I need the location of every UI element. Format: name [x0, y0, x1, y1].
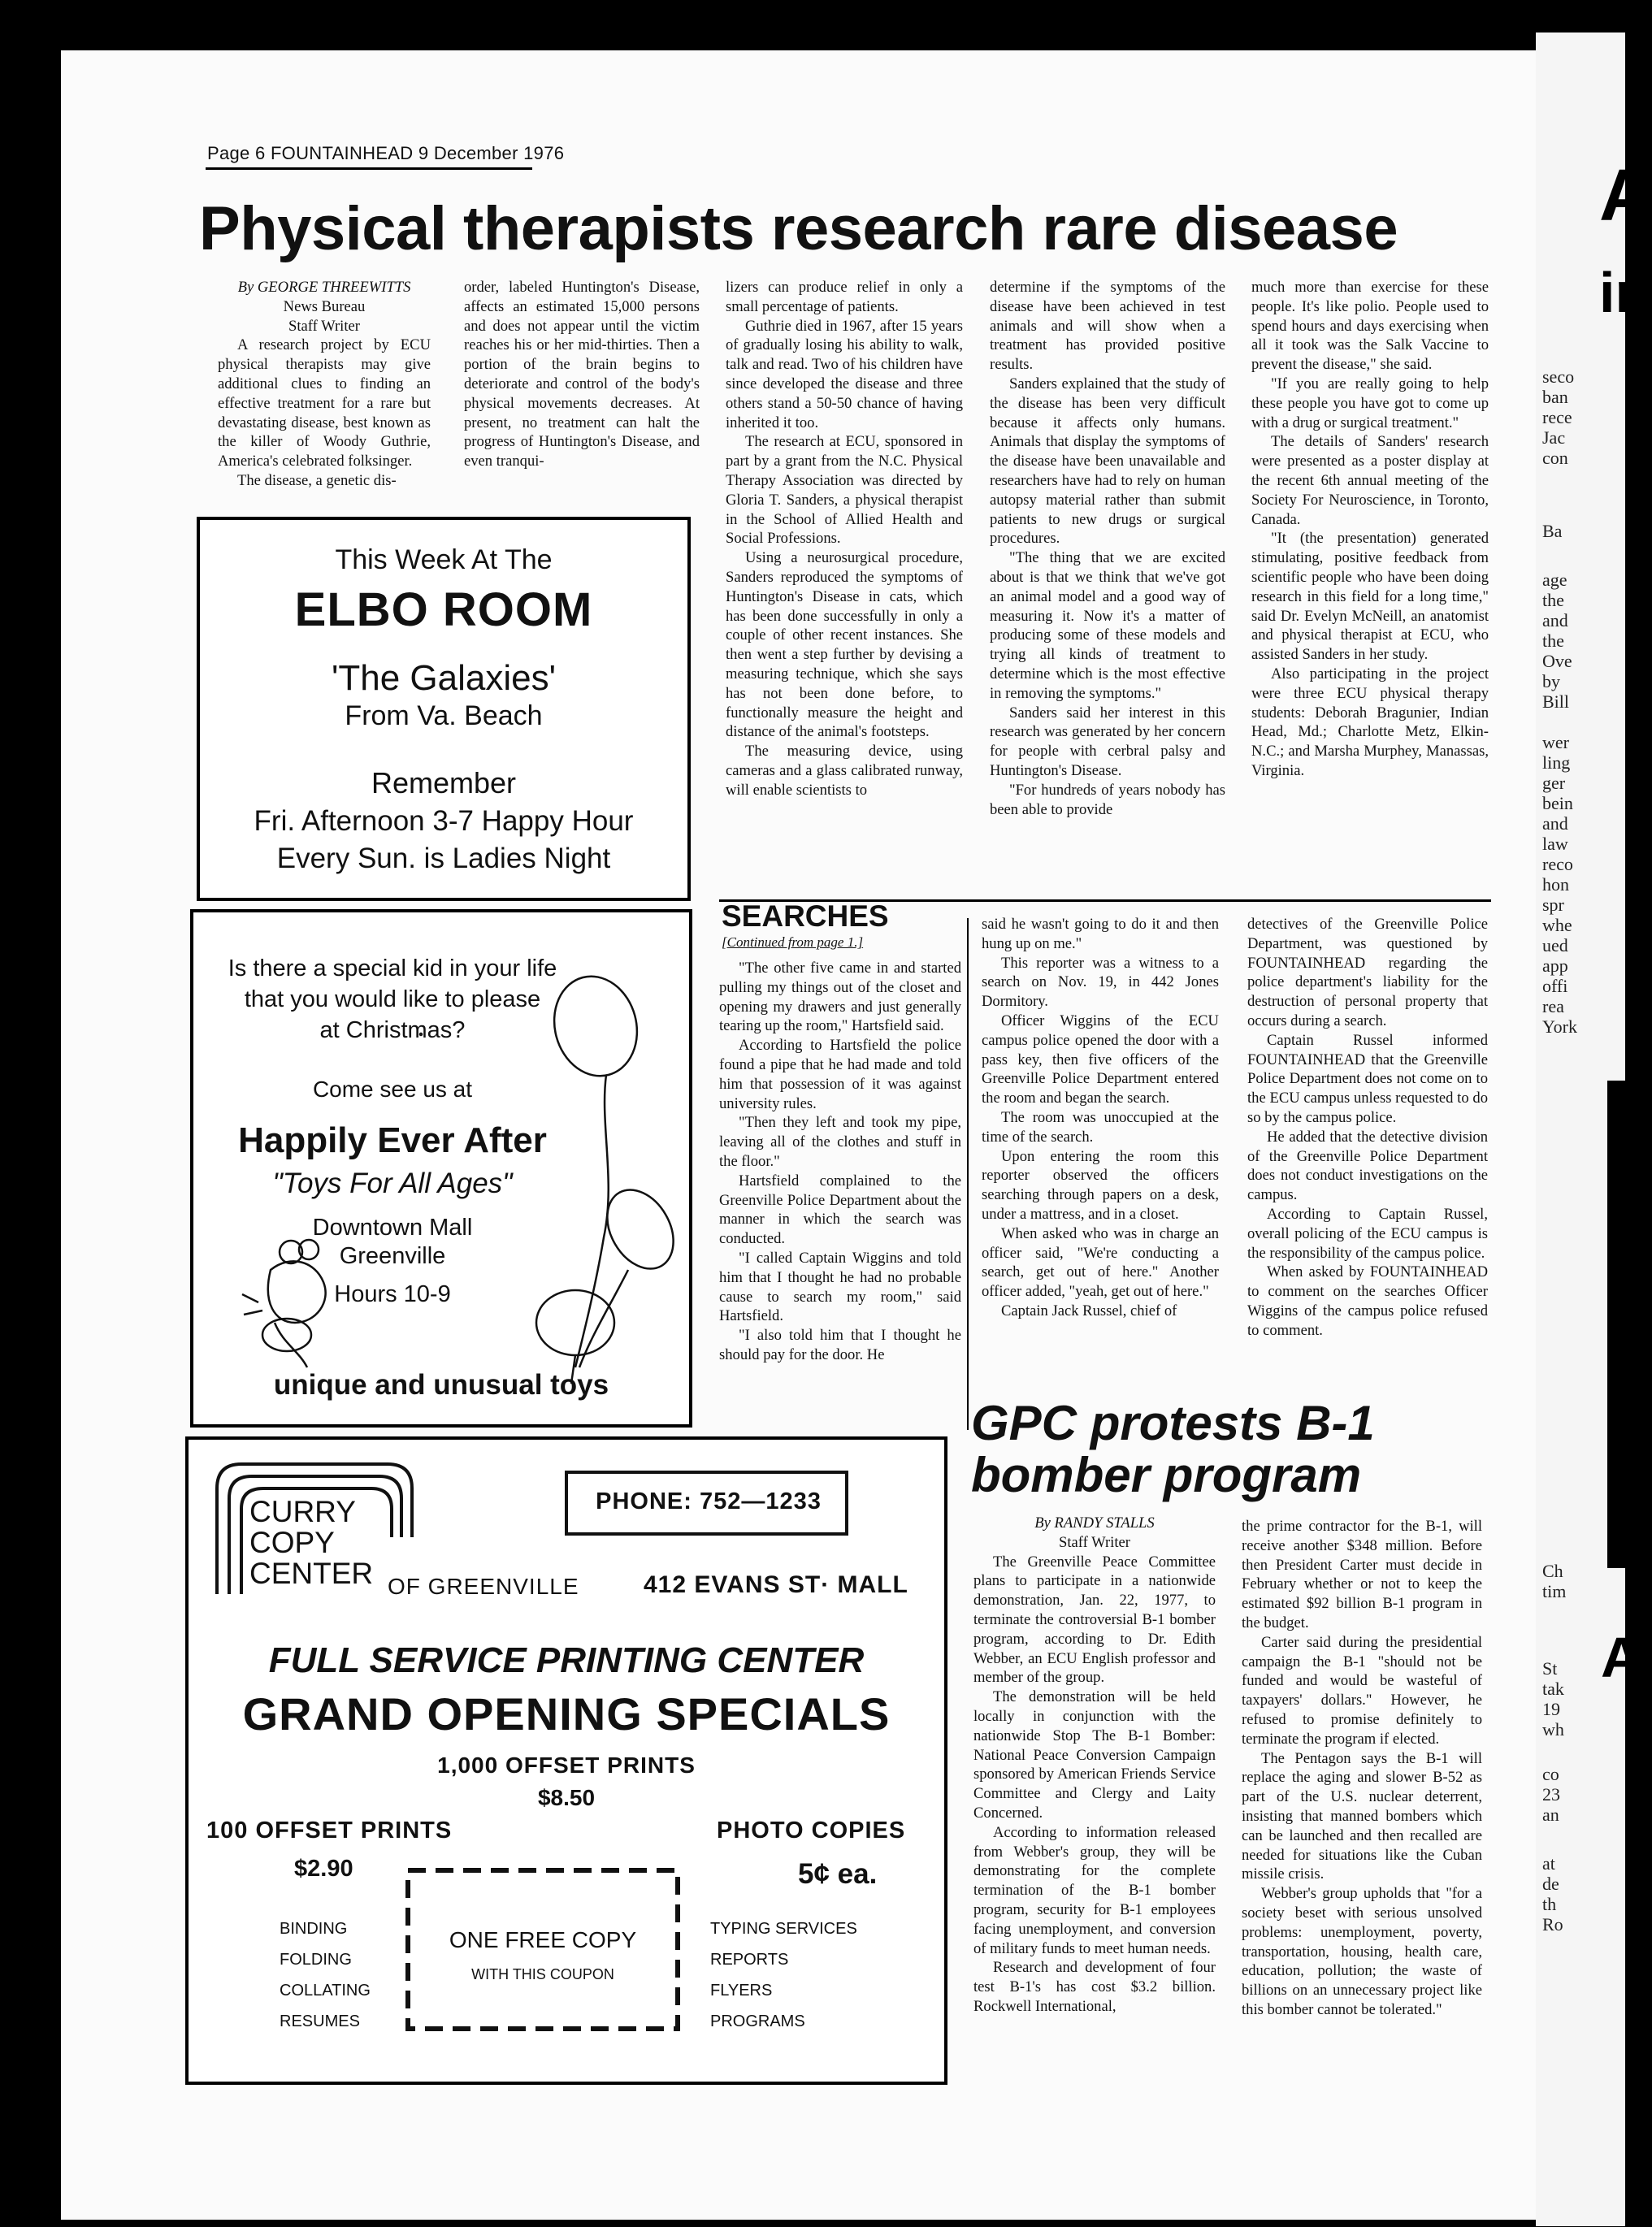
service-item: PROGRAMS	[710, 2013, 805, 2030]
adjacent-text-fragment: app	[1542, 955, 1568, 976]
phone-number: PHONE: 752—1233	[596, 1488, 822, 1514]
adjacent-text-fragment: spr	[1542, 895, 1564, 915]
adjacent-headline-fragment: A	[1601, 1626, 1642, 1689]
article-headline	[971, 1397, 1375, 1501]
column-text	[973, 1553, 1216, 2017]
paragraph: the prime contractor for the B-1, will receive another $348 million. Before then President Carter must decide in February whether or not to keep the estimated $92 billion B-1 program in the budget.	[1242, 1518, 1482, 1631]
adjacent-text-fragment: con	[1542, 448, 1568, 468]
byline-org: News Bureau	[283, 297, 366, 315]
adjacent-text-fragment: ling	[1542, 752, 1571, 773]
gpc-column-2	[1242, 1517, 1482, 2167]
searches-column-3	[1247, 915, 1488, 1394]
ad-line: Fri. Afternoon 3-7 Happy Hour	[254, 805, 634, 837]
adjacent-text-fragment: age	[1542, 570, 1567, 590]
paragraph: much more than exercise for these people. It's like polio. People used to spend hours and days exercising when all it took was the Salk Vaccine to prevent the disease," she said.	[1251, 279, 1489, 374]
adjacent-text-fragment: de	[1542, 1874, 1559, 1894]
ad-title: FULL SERVICE PRINTING CENTER	[268, 1640, 865, 1680]
ad-line: 'The Galaxies'	[331, 658, 557, 698]
headline-line: bomber program	[971, 1448, 1362, 1502]
paragraph: Also participating in the project were three ECU physical therapy students: Deborah Bragunier, Indian Head, Md.; Charlotte Metz, Elkin-N.C.; and Marsha Murphey, Manassas, Virginia.	[1251, 665, 1489, 779]
adjacent-text-fragment: Bill	[1542, 691, 1570, 712]
adjacent-text-fragment: reco	[1542, 854, 1573, 874]
offer-price: $8.50	[537, 1785, 596, 1810]
column-text	[464, 278, 700, 471]
column-text	[1247, 915, 1488, 1341]
ad-title: GRAND OPENING SPECIALS	[242, 1688, 891, 1740]
adjacent-text-fragment: and	[1542, 610, 1568, 630]
column-text	[990, 278, 1225, 819]
article-column-4	[990, 278, 1225, 893]
adjacent-text-fragment: ban	[1542, 387, 1568, 407]
paragraph: The details of Sanders' research were presented as a poster display at the recent 6th annual meeting of the Society For Neuroscience, in Toronto, Canada.	[1251, 433, 1489, 528]
column-text	[1251, 278, 1489, 781]
adjacent-text-fragment: Ove	[1542, 651, 1572, 671]
paragraph: The disease, a genetic dis-	[237, 471, 397, 489]
paragraph: The demonstration will be held locally in conjunction with the nationwide Stop The B-1 Bomber: National Peace Conversion Campaign sponsored by American Friends Service Committee and Clergy and Laity Concerned.	[973, 1688, 1216, 1822]
page-folio: Page 6 FOUNTAINHEAD 9 December 1976	[207, 143, 565, 163]
service-item: FLYERS	[710, 1982, 773, 2000]
paragraph: "If you are really going to help these people you have got to come up with a drug or surgical treatment."	[1251, 375, 1489, 431]
adjacent-text-fragment: wh	[1542, 1719, 1564, 1740]
paragraph: detectives of the Greenville Police Department, was questioned by FOUNTAINHEAD regarding the police department's liability for the destruction of personal property that occurs during a search.	[1247, 916, 1488, 1029]
offer-label: 1,000 OFFSET PRINTS	[437, 1753, 696, 1778]
paragraph: Sanders said her interest in this research was generated by her concern for people with cerbral palsy and Huntington's Disease.	[990, 704, 1225, 779]
paragraph: Hartsfield complained to the Greenville Police Department about the manner in which the search was conducted.	[719, 1172, 961, 1248]
service-item: RESUMES	[280, 2013, 360, 2030]
ad-line: Greenville	[339, 1243, 446, 1269]
service-item: REPORTS	[710, 1951, 789, 1969]
adjacent-text-fragment: York	[1542, 1016, 1578, 1037]
service-item: TYPING SERVICES	[710, 1920, 857, 1938]
adjacent-text-fragment: ued	[1542, 935, 1568, 955]
ad-line: Come see us at	[312, 1077, 473, 1102]
paragraph: "For hundreds of years nobody has been able to provide	[990, 781, 1225, 818]
service-item: BINDING	[280, 1920, 348, 1938]
service-item: COLLATING	[280, 1982, 371, 2000]
paragraph: Carter said during the presidential campaign the B-1 "should not be funded and would be wasteful of taxpayers' dollars." However, he refused to promise definitely to terminate the program if elected.	[1242, 1633, 1482, 1748]
adjacent-text-fragment: Ch	[1542, 1561, 1563, 1581]
adjacent-text-fragment: co	[1542, 1764, 1559, 1784]
paragraph: When asked who was in charge an officer said, "We're conducting a search, get out of here." Another officer added, "yeah, get out of here."	[982, 1224, 1219, 1301]
paragraph: lizers can produce relief in only a small percentage of patients.	[726, 279, 963, 315]
paragraph: Sanders explained that the study of the disease has been very difficult because it affects only humans. Animals that display the symptoms of the disease have been unavailable and researchers have had to rely on human autopsy material rather than submit patients to new drugs or surgical procedures.	[990, 375, 1225, 548]
address: 412 EVANS ST· MALL	[644, 1571, 908, 1598]
offer-price: 5¢ ea.	[798, 1858, 878, 1890]
adjacent-text-fragment: an	[1542, 1805, 1559, 1825]
logo-line: COPY	[249, 1526, 335, 1559]
paragraph: "The other five came in and started pulling my things out of the closet and opening my drawers and just generally tearing up the room," Hartsfield said.	[719, 960, 961, 1035]
services-list-right	[710, 1913, 857, 2037]
logo-suffix: OF GREENVILLE	[388, 1574, 579, 1599]
paragraph: determine if the symptoms of the disease have been achieved in test animals and will show when a treatment has provided positive results.	[990, 279, 1225, 374]
paragraph: A research project by ECU physical therapists may give additional clues to finding an effective treatment for a rare but devastating disease, best known as the killer of Woody Guthrie, America's celebrated folksinger.	[218, 336, 431, 470]
paragraph: According to Hartsfield the police found a pipe that he had made and told him that possession of it was against university rules.	[719, 1037, 961, 1112]
adjacent-text-fragment: rea	[1542, 996, 1564, 1016]
offer-label: 100 OFFSET PRINTS	[206, 1818, 453, 1844]
adjacent-headline-fragment: A	[1599, 155, 1652, 236]
paragraph: Guthrie died in 1967, after 15 years of gradually losing his ability to walk, talk and read. Two of his children have since developed the disease and three others stand a 50-50 chance of having inherited it too.	[726, 317, 963, 431]
ad-title: ELBO ROOM	[294, 583, 593, 636]
paragraph: When asked by FOUNTAINHEAD to comment on the searches Officer Wiggins of the campus police refused to comment.	[1247, 1263, 1488, 1339]
adjacent-text-fragment: th	[1542, 1894, 1557, 1914]
column-text	[726, 278, 963, 800]
paragraph: Upon entering the room this reporter observed the officers searching through papers on a desk, under a mattress, and in a closet.	[982, 1147, 1219, 1223]
adjacent-text-fragment: bein	[1542, 793, 1573, 813]
byline-role: Staff Writer	[288, 317, 360, 335]
adjacent-text-fragment: Jac	[1542, 427, 1566, 448]
article-column-5	[1251, 278, 1489, 893]
offer-price: $2.90	[294, 1856, 353, 1882]
column-text	[982, 915, 1219, 1321]
adjacent-text-fragment: seco	[1542, 366, 1575, 387]
continued-note: [Continued from page 1.]	[722, 934, 864, 950]
paragraph: Captain Russel informed FOUNTAINHEAD that the Greenville Police Department does not come on to the ECU campus unless requested to do so by the campus police.	[1247, 1031, 1488, 1126]
paragraph: He added that the detective division of the Greenville Police Department does not conduct investigations on the campus.	[1247, 1128, 1488, 1204]
searches-column-1	[719, 959, 961, 1430]
article-column-1	[218, 278, 431, 491]
paragraph: This reporter was a witness to a search on Nov. 19, in 442 Jones Dormitory.	[982, 954, 1219, 1011]
article-column-3	[726, 278, 963, 893]
paragraph: According to Captain Russel, overall policing of the ECU campus is the responsibility of the campus police.	[1247, 1205, 1488, 1262]
offer-label: PHOTO COPIES	[717, 1818, 906, 1844]
page-headline: Physical therapists research rare disease	[199, 194, 1398, 263]
paragraph: The research at ECU, sponsored in part by a grant from the N.C. Physical Therapy Association was directed by Gloria T. Sanders, a physical therapist in the School of Allied Health and Social Professions.	[726, 433, 963, 548]
ad-line: Downtown Mall	[312, 1215, 473, 1241]
adjacent-text-fragment: law	[1542, 834, 1568, 854]
adjacent-text-fragment: 19	[1542, 1699, 1560, 1719]
paragraph: order, labeled Huntington's Disease, affects an estimated 15,000 persons and does not appear until the victim reaches his or her mid-thirties. Then a portion of the brain begins to deteriorate and control of the body's physical movements decreases. At present, no treatment can halt the progress of Huntington's Disease, and even tranqui-	[464, 279, 700, 470]
ad-line: that you would like to please	[244, 986, 541, 1012]
ad-line: This Week At The	[335, 544, 553, 575]
column-text	[1242, 1517, 1482, 2020]
column-rule	[967, 918, 969, 1430]
ad-title: Happily Ever After	[238, 1120, 547, 1160]
paragraph: Using a neurosurgical procedure, Sanders reproduced the symptoms of Huntington's Disease in cats, which has been done successfully in only a couple of other recent instances. She then went a step further by devising a measuring technique, which she says has not been done before, to functionally measure the height and distance of the animal's footsteps.	[726, 549, 963, 741]
curry-logo	[249, 1497, 373, 1589]
adjacent-text-fragment: wer	[1542, 732, 1569, 752]
adjacent-page-edge	[1536, 32, 1652, 2226]
elbo-room-ad	[197, 517, 691, 901]
section-heading: SEARCHES	[722, 899, 889, 933]
column-text	[719, 959, 961, 1365]
paragraph: The Greenville Peace Committee plans to participate in a nationwide demonstration, Jan. 22, 1977, to terminate the controversial B-1 bomber program, according to Dr. Edith Webber, an ECU English professor and member of the group.	[973, 1553, 1216, 1687]
ad-line: Hours 10-9	[334, 1281, 451, 1307]
ad-line: at Christmas?	[319, 1017, 466, 1043]
logo-line: CENTER	[249, 1557, 374, 1590]
byline: By GEORGE THREEWITTS	[237, 279, 411, 296]
adjacent-photo-fragment	[1607, 1081, 1632, 1568]
paragraph: Captain Jack Russel, chief of	[1001, 1302, 1177, 1319]
adjacent-text-fragment: by	[1542, 671, 1560, 691]
paragraph: "The thing that we are excited about is that we think that we've got an animal model and a good way of measuring it. Now it's a matter of producing some of these models and trying all kinds of treatment to determine which is the most effective in removing the symptoms."	[990, 549, 1225, 702]
paragraph: Research and development of four test B-1's has cost $3.2 billion. Rockwell International,	[973, 1959, 1216, 2015]
adjacent-text-fragment: at	[1542, 1853, 1555, 1874]
searches-column-2	[982, 915, 1219, 1394]
ad-line: Is there a special kid in your life	[228, 955, 557, 981]
paragraph: "I called Captain Wiggins and told him that I thought he had no probable cause to search my room," said Hartsfield.	[719, 1249, 961, 1325]
headline-line: GPC protests B-1	[971, 1396, 1375, 1450]
adjacent-text-fragment: 23	[1542, 1784, 1560, 1805]
coupon-title: ONE FREE COPY	[449, 1927, 637, 1952]
balloon-illustration	[193, 912, 683, 1418]
paragraph: Officer Wiggins of the ECU campus police opened the door with a pass key, then five officers of the Greenville Police Department entered the room and began the search.	[982, 1012, 1219, 1107]
byline-role: Staff Writer	[1059, 1533, 1130, 1551]
article-column-2	[464, 278, 700, 471]
adjacent-text-fragment: and	[1542, 813, 1568, 834]
adjacent-text-fragment: whe	[1542, 915, 1572, 935]
ad-line: Every Sun. is Ladies Night	[276, 843, 611, 874]
adjacent-text-fragment: tak	[1542, 1679, 1564, 1699]
paragraph: "I also told him that I thought he should pay for the door. He	[719, 1327, 961, 1363]
coupon-subtitle: WITH THIS COUPON	[471, 1966, 614, 1982]
paragraph: The measuring device, using cameras and a glass calibrated runway, will enable scientists to	[726, 743, 963, 799]
paragraph: According to information released from Webber's group, they will be demonstrating for the complete termination of the B-1 bomber program, security for B-1 employees facing unemployment, and conversion of military funds to meet human needs.	[973, 1823, 1216, 1957]
paragraph: said he wasn't going to do it and then hung up on me."	[982, 916, 1219, 952]
ad-tagline: unique and unusual toys	[273, 1369, 609, 1401]
curry-copy-center-ad	[185, 1436, 947, 2085]
service-item: FOLDING	[280, 1951, 352, 1969]
adjacent-text-fragment: tim	[1542, 1581, 1567, 1601]
toys-ad	[190, 909, 692, 1428]
gpc-column-1	[973, 1514, 1216, 2164]
adjacent-text-fragment: the	[1542, 630, 1564, 651]
adjacent-text-fragment: ger	[1542, 773, 1566, 793]
paragraph: The Pentagon says the B-1 will replace the aging and slower B-52 as part of the U.S. nuclear deterrent, insisting that manned bombers which can be launched and then recalled are needed for situations like the Cuban missile crisis.	[1242, 1749, 1482, 1883]
paragraph: Webber's group upholds that "for a society beset with serious unsolved problems: unemployment, poverty, transportation, housing, health care, education, pollution; the waste of billions on an unnecessary project like this bomber cannot be tolerated."	[1242, 1885, 1482, 2018]
adjacent-text-fragment: Ro	[1542, 1914, 1563, 1935]
ad-line: "Toys For All Ages"	[272, 1168, 513, 1199]
paragraph: The room was unoccupied at the time of the search.	[982, 1108, 1219, 1146]
adjacent-text-fragment: rece	[1542, 407, 1572, 427]
adjacent-text-fragment: St	[1542, 1658, 1558, 1679]
adjacent-text-fragment: hon	[1542, 874, 1569, 895]
adjacent-headline-fragment: in	[1599, 261, 1650, 324]
paragraph: "It (the presentation) generated stimulating, positive feedback from scientific people who have been doing research in this field for a long time," said Dr. Evelyn McNeill, an anatomist and physical therapist at ECU, who assisted Sanders in her study.	[1251, 530, 1489, 664]
column-text	[218, 336, 431, 490]
paragraph: "Then they left and took my pipe, leaving all of the clothes and stuff in the floor."	[719, 1114, 961, 1170]
services-list-left	[280, 1913, 371, 2037]
byline: By RANDY STALLS	[1034, 1514, 1155, 1532]
adjacent-text-fragment: the	[1542, 590, 1564, 610]
ad-line: From Va. Beach	[345, 700, 543, 731]
ad-line: Remember	[371, 766, 517, 799]
adjacent-text-fragment: offi	[1542, 976, 1568, 996]
logo-line: CURRY	[249, 1495, 356, 1528]
adjacent-text-fragment: Ba	[1542, 521, 1563, 541]
folio-rule	[206, 167, 532, 170]
